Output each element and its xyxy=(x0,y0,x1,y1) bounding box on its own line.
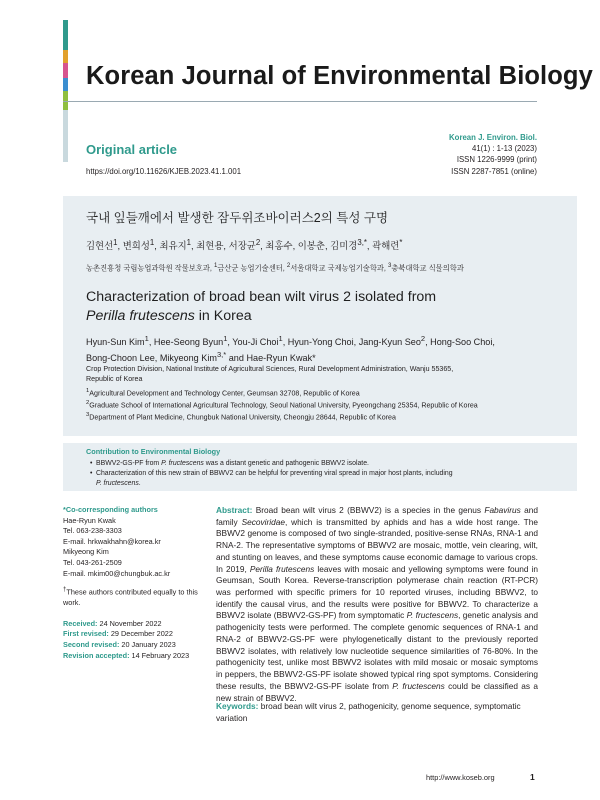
keywords: Keywords: broad bean wilt virus 2, pathogenicity, genome sequence, symptomatic variation xyxy=(216,701,521,723)
author1-email[interactable]: E-mail. hrkwakhahn@korea.kr xyxy=(63,536,161,546)
page-number: 1 xyxy=(530,772,535,782)
author2-name: Mikyeong Kim xyxy=(63,547,109,557)
equal-contribution-note: †These authors contributed equally to this work. xyxy=(63,586,198,608)
corresponding-heading: *Co-corresponding authors xyxy=(63,505,158,514)
korean-affiliations: 농촌진흥청 국립농업과학원 작물보호과, $^1$금산군 농업기술센터, $^2$서울대학교 국제농업기술학과, $^3$충북대학교 식물의학과 xyxy=(86,262,464,273)
abstract: Abstract: Broad bean wilt virus 2 (BBWV2) is a species in the genus Fabavirus and family Secoviridae, which is transmitted by aphids and has a wide host range. The BBWV2 genome is composed of two single-stranded, positive-sense RNAs, RNA-1 and RNA-2. The representative symptoms of BBWV2 are mosaic, mottle, vein clearing, wilt, and stunting on leaves, and these symptoms cause economic damage to various crops. In 2019, Perilla frutescens leaves with mosaic and yellowing symptoms were found in Geumsan, South Korea. Reverse-transcription polymerase chain reaction (RT-PCR) was performed with specific primers for 10 reported viruses, including BBWV2, to identify the causal virus, and the results were positive for BBWV2. To characterize a BBWV2 isolate (BBWV2-GS-PF) from symptomatic P. fructescens, genetic analysis and pathogenicity tests were performed. The complete genomic sequences of RNA-1 and RNA-2 of BBWV2-GS-PF were phylogenetically distant to the previously reported BBWV2 isolates, with relatively low nucleotide sequence similarities of 76-80%. In the pathogenicity test, unlike most BBWV2 isolates with mild mosaic or mosaic symptoms in peppers, the BBWV2-GS-PF isolate showed typical ring spot symptoms. Considering these results, the BBWV2-GS-PF isolate from P. fructescens could be classified as a new strain of BBWV2. xyxy=(216,505,539,703)
keywords-label: Keywords: xyxy=(216,701,259,711)
volume-pages: 41(1) : 1-13 (2023) xyxy=(471,144,537,154)
journal-abbreviation: Korean J. Environ. Biol. xyxy=(449,133,537,142)
issn-online: ISSN 2287-7851 (online) xyxy=(451,166,537,176)
article-type: Original article xyxy=(86,142,178,157)
korean-title: 국내 잎들깨에서 발생한 잠두위조바이러스2의 특성 구명 xyxy=(86,211,389,225)
doi-link[interactable]: https://doi.org/10.11626/KJEB.2023.41.1.001 xyxy=(86,167,242,176)
author2-tel: Tel. 043-261-2509 xyxy=(63,557,122,567)
color-bar-segment xyxy=(63,50,68,63)
header-divider xyxy=(63,101,537,102)
author1-name: Hae-Ryun Kwak xyxy=(63,515,116,525)
color-bar-segment xyxy=(63,63,68,78)
korean-authors: 김현선$^1$, 변희성$^1$, 최유지$^1$, 최현용, 서장균$^2$, 최홍수, 이봉춘, 김미경$^{3,*}$, 곽해련* xyxy=(86,238,403,252)
list-item: • BBWV2-GS-PF from P. fructescens was a distant genetic and pathogenic BBWV2 isolate. xyxy=(90,459,560,469)
citation-block xyxy=(449,132,537,177)
issn-print: ISSN 1226-9999 (print) xyxy=(456,155,537,165)
article-dates: Received: 24 November 2022 First revised: 29 December 2022 Second revised: 20 January 2023 Revision accepted: 14 February 2023 xyxy=(63,618,190,660)
english-authors: Hyun-Sun Kim$^1$, Hee-Seong Byun$^1$, You-Ji Choi$^1$, Hyun-Yong Choi, Jang-Kyun Seo$^2$, Hong-Soo Choi, Bong-Choon Lee, Mikyeong Kim$^{3,*}$ and Hae-Ryun Kwak* xyxy=(86,334,495,363)
contribution-list xyxy=(90,459,560,488)
abstract-label: Abstract: xyxy=(216,505,253,515)
color-bar-segment xyxy=(63,110,68,162)
color-bar-segment xyxy=(63,78,68,91)
corresponding-info-sidebar xyxy=(63,505,203,661)
journal-title: Korean Journal of Environmental Biology xyxy=(86,62,593,90)
author2-email[interactable]: E-mail. mkim00@chungbuk.ac.kr xyxy=(63,568,171,578)
list-item: • Characterization of this new strain of BBWV2 can be helpful for preventing viral spread in major host plants, including P. fructescens. xyxy=(90,469,560,489)
author1-tel: Tel. 063-238-3303 xyxy=(63,526,122,536)
contribution-heading: Contribution to Environmental Biology xyxy=(86,447,221,456)
english-title: Characterization of broad bean wilt virus 2 isolated from Perilla frutescens in Korea xyxy=(86,289,437,324)
color-bar-segment xyxy=(63,20,68,50)
footer-url[interactable]: http://www.koseb.org xyxy=(426,773,495,782)
english-affiliations: Crop Protection Division, National Institute of Agricultural Sciences, Rural Development Administration, Wanju 55365, Republic of Korea $^1$Agricultural Development and Technology Center, Geumsan 32708, Republic of Korea $^2$Graduate School of International Agricultural Technology, Seoul National University, Pyeongchang 25354, Republic of Korea $^3$Department of Plant Medicine, Chungbuk National University, Cheongju 28644, Republic of Korea xyxy=(86,365,478,422)
